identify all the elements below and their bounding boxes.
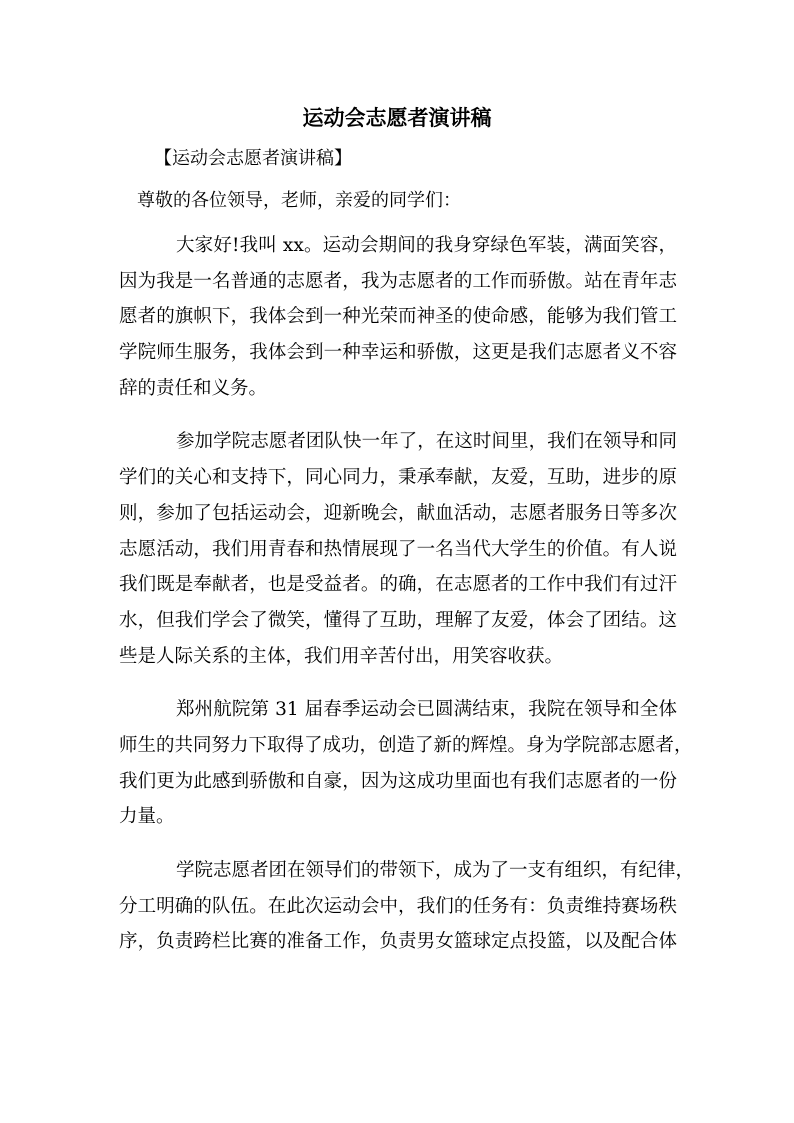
paragraph-line: 参加学院志愿者团队快一年了，在这时间里，我们在领导和同 [176,431,677,453]
paragraph [119,228,677,406]
paragraph-line: 志愿活动，我们用青春和热情展现了一名当代大学生的价值。有人说 [119,538,677,560]
paragraph-line: 学们的关心和支持下，同心同力，秉承奉献，友爱，互助，进步的原 [119,467,677,489]
document-body [119,228,695,978]
paragraph-line: 则，参加了包括运动会，迎新晚会，献血活动，志愿者服务日等多次 [119,502,677,524]
paragraph-line: 愿者的旗帜下，我体会到一种光荣而神圣的使命感，能够为我们管工 [119,306,677,328]
paragraph-line: 郑州航院第 31 届春季运动会已圆满结束，我院在领导和全体 [176,699,677,721]
document-title: 运动会志愿者演讲稿 [302,105,492,130]
paragraph-line: 因为我是一名普通的志愿者，我为志愿者的工作而骄傲。站在青年志 [119,270,677,292]
paragraph-line: 分工明确的队伍。在此次运动会中，我们的任务有：负责维持赛场秩 [119,895,677,917]
paragraph-line: 序，负责跨栏比赛的准备工作，负责男女篮球定点投篮，以及配合体 [119,931,677,953]
greeting-line: 尊敬的各位领导，老师，亲爱的同学们： [137,190,461,211]
paragraph-line: 力量。 [119,806,175,828]
paragraph-line: 大家好!我叫 xx。运动会期间的我身穿绿色军装，满面笑容， [176,235,677,256]
paragraph [119,853,695,960]
paragraph-line: 些是人际关系的主体，我们用辛苦付出，用笑容收获。 [119,645,564,667]
paragraph [119,424,677,674]
paragraph-line: 水，但我们学会了微笑，懂得了互助，理解了友爱，体会了团结。这 [119,609,677,631]
paragraph [119,692,693,835]
paragraph-line: 我们更为此感到骄傲和自豪，因为这成功里面也有我们志愿者的一份 [119,770,677,792]
paragraph-line: 我们既是奉献者，也是受益者。的确，在志愿者的工作中我们有过汗 [119,574,677,596]
paragraph-line: 师生的共同努力下取得了成功，创造了新的辉煌。身为学院部志愿者， [119,734,693,756]
paragraph-line: 学院志愿者团在领导们的带领下，成为了一支有组织，有纪律， [176,860,695,881]
paragraph-line: 学院师生服务，我体会到一种幸运和骄傲，这更是我们志愿者义不容 [119,342,677,364]
document-subtitle: 【运动会志愿者演讲稿】 [154,148,352,169]
paragraph-line: 辞的责任和义务。 [119,377,268,399]
